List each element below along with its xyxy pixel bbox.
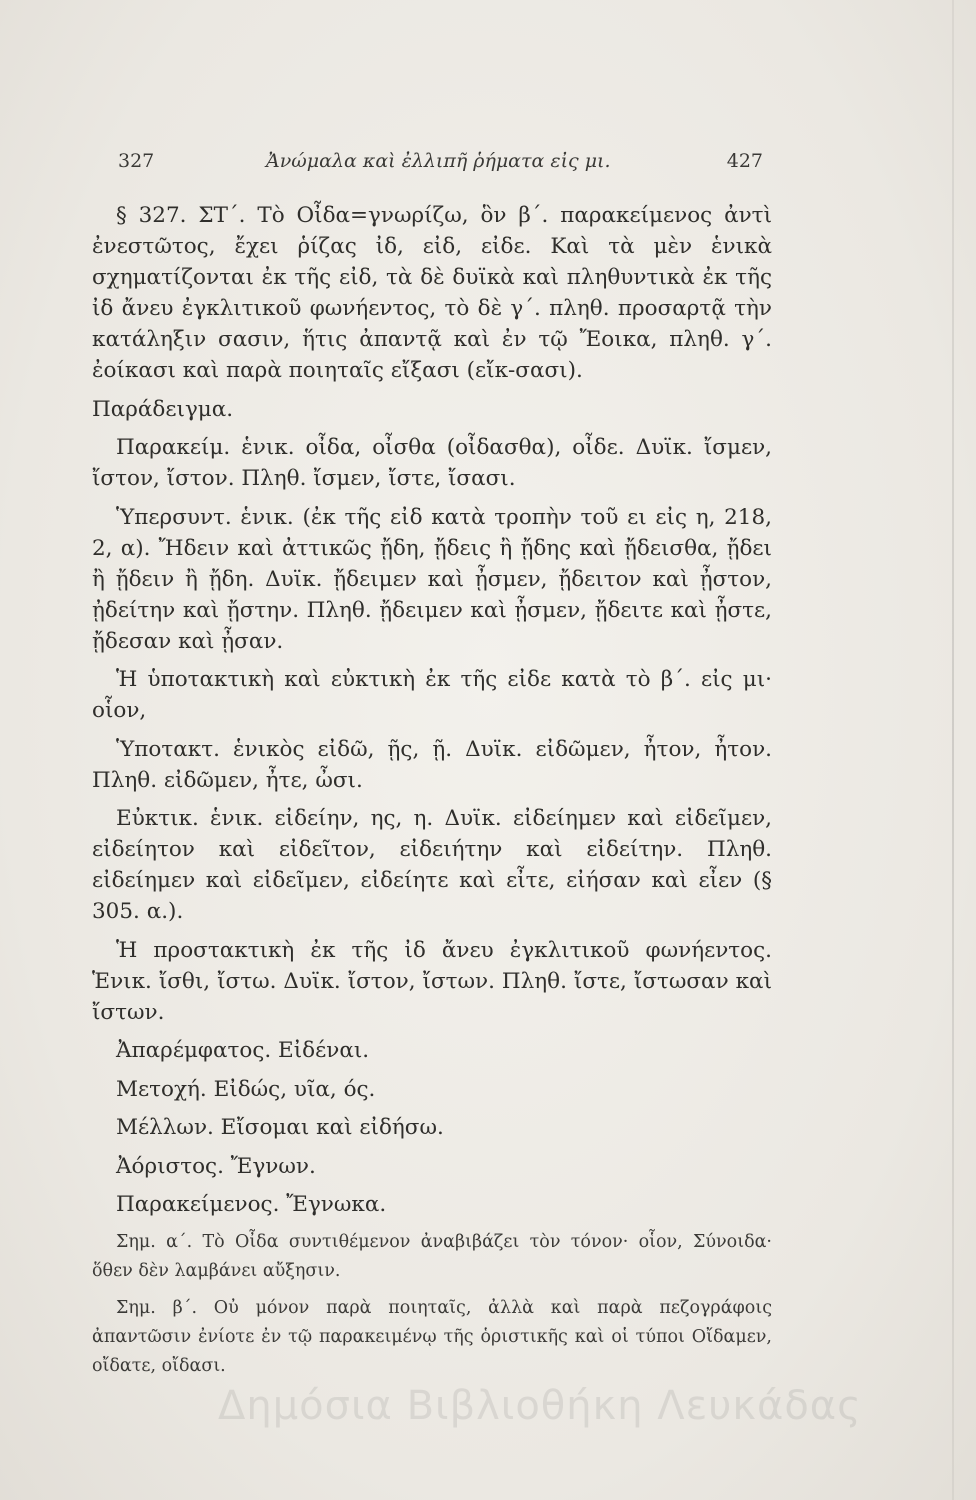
page-edge-shadow [952,0,954,1500]
library-watermark: Δημόσια Βιβλιοθήκη Λευκάδας [218,1383,862,1429]
participle-line: Μετοχή. Εἰδώς, υῖα, ός. [116,1076,376,1102]
infinitive-line: Ἀπαρέμφατος. Εἰδέναι. [116,1038,370,1063]
pluperfect-paradigm: Ὑπερσυντ. ἑνικ. (ἐκ τῆς εἰδ κατὰ τροπὴν τοῦ ει εἰς η, 218, 2, α). Ἤδειν καὶ ἀττικῶς ᾔδη, ᾔδεις ἢ ᾔδης καὶ ᾔδεισθα, ᾔδει ἢ ᾔδειν ἢ ᾔδη. Δυϊκ. ᾔδειμεν καὶ ᾖσμεν, ᾔδειτον καὶ ᾖστον, ᾐδείτην καὶ ᾔστην. Πληθ. ᾔδειμεν καὶ ᾖσμεν, ᾔδειτε καὶ ᾖστε, ᾔδεσαν καὶ ᾖσαν. [92,504,772,654]
subjunctive-paradigm: Ὑποτακτ. ἑνικὸς εἰδῶ, ῇς, ῇ. Δυϊκ. εἰδῶμεν, ἦτον, ἦτον. Πληθ. εἰδῶμεν, ἦτε, ὦσι. [92,736,772,793]
page-number-left: 327 [118,150,155,172]
note-beta: Σημ. β΄. Οὐ μόνον παρὰ ποιηταῖς, ἀλλὰ καὶ παρὰ πεζογράφοις ἀπαντῶσιν ἐνίοτε ἐν τῷ παρακειμένῳ τῆς ὁριστικῆς καὶ οἱ τύποι Οἴδαμεν, οἴδατε, οἴδασι. [92,1298,772,1376]
example-heading: Παράδειγμα. [92,396,234,422]
future-line: Μέλλων. Εἴσομαι καὶ εἰδήσω. [116,1115,444,1140]
perfect-paradigm: Παρακείμ. ἑνικ. οἶδα, οἶσθα (οἶδασθα), οἶδε. Δυϊκ. ἴσμεν, ἴστον, ἴστον. Πληθ. ἴσμεν, ἴστε, ἴσασι. [92,435,772,491]
subjunctive-optative-intro: Ἡ ὑποτακτικὴ καὶ εὐκτικὴ ἐκ τῆς εἰδε κατὰ τὸ β΄. εἰς μι· οἷον, [92,667,772,723]
imperative-paradigm: Ἡ προστακτικὴ ἐκ τῆς ἰδ ἄνευ ἐγκλιτικοῦ φωνήεντος. Ἑνικ. ἴσθι, ἴστω. Δυϊκ. ἴστον, ἴστων. Πληθ. ἴστε, ἴστωσαν καὶ ἴστων. [92,937,772,1025]
aorist-line: Ἀόριστος. Ἔγνων. [116,1153,316,1179]
running-header [118,150,763,178]
perfect-line: Παρακείμενος. Ἔγνωκα. [116,1192,387,1217]
running-title: Ἀνώμαλα καὶ ἐλλιπῆ ῥήματα εἰς μι. [266,150,611,172]
section-327-paragraph: § 327. ΣΤ΄. Τὸ Οἶδα=γνωρίζω, ὃν β΄. παρακείμενος ἀντὶ ἐνεστῶτος, ἔχει ῥίζας ἰδ, εἰδ, εἰδε. Καὶ τὰ μὲν ἑνικὰ σχηματίζονται ἐκ τῆς εἰδ, τὰ δὲ δυϊκὰ καὶ πληθυντικὰ ἐκ τῆς ἰδ ἄνευ ἐγκλιτικοῦ φωνήεντος, τὸ δὲ γ΄. πληθ. προσαρτᾷ τὴν κατάληξιν σασιν, ἥτις ἀπαντᾷ καὶ ἐν τῷ Ἔοικα, πληθ. γ΄. ἐοίκασι καὶ παρὰ ποιηταῖς εἴξασι (εἴκ-σασι). [92,203,772,383]
optative-paradigm: Εὐκτικ. ἑνικ. εἰδείην, ης, η. Δυϊκ. εἰδείημεν καὶ εἰδεῖμεν, εἰδείητον καὶ εἰδεῖτον, εἰδειήτην καὶ εἰδείτην. Πληθ. εἰδείημεν καὶ εἰδεῖμεν, εἰδείητε καὶ εἶτε, εἰήσαν καὶ εἶεν (§ 305. α.). [92,806,772,924]
note-alpha: Σημ. α΄. Τὸ Οἶδα συντιθέμενον ἀναβιβάζει τὸν τόνον· οἷον, Σύνοιδα· ὅθεν δὲν λαμβάνει αὔξησιν. [92,1232,772,1281]
body-text [92,200,772,1389]
page-number-right: 427 [726,150,763,172]
